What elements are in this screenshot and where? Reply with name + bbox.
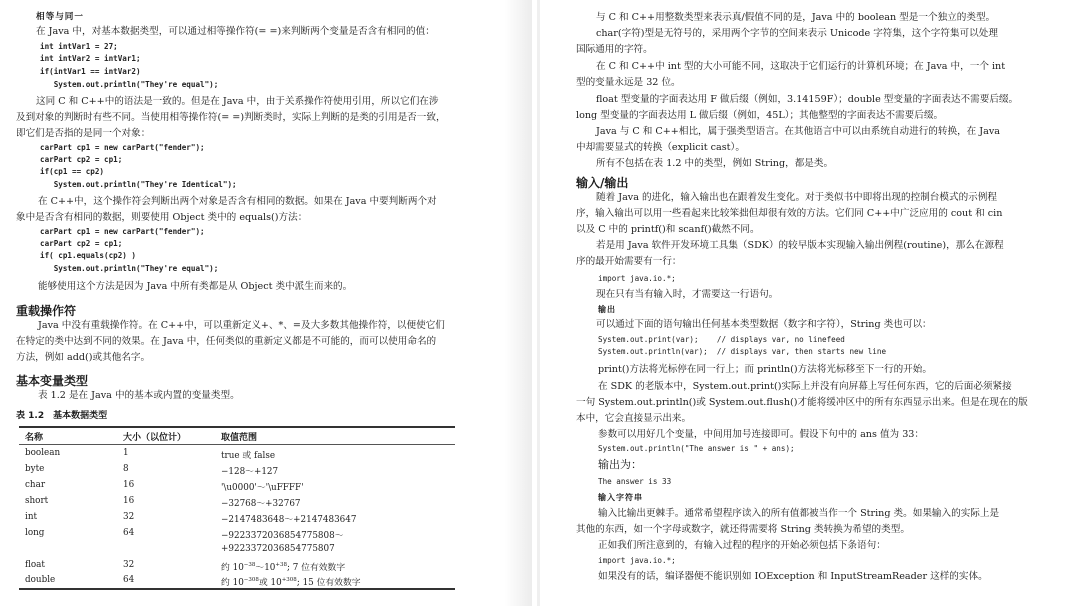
cell-range: −32768～+32767 (221, 499, 301, 509)
cell-range: 约 $10^{-308}$或 $10^{+308}$; 15 位有效数字 (221, 577, 361, 588)
subheading-output: 输出 (598, 305, 616, 314)
paragraph: Java 与 C 和 C++相比，属于强类型语言。在其他语言中可以由系统自动进行的转换，在 Java (596, 126, 1001, 137)
cell-name: long (25, 528, 45, 538)
cell-size: 64 (123, 528, 135, 538)
code-line: int intVar1 = 27; (40, 42, 118, 51)
paragraph: 一句 System.out.println()或 System.out.flush()才能将缓冲区中的所有东西显示出来。但是在现在的版 (576, 397, 1028, 408)
paragraph: 这同 C 和 C++中的语法是一致的。但是在 Java 中，由于关系操作符使用引用，所以它们在涉 (36, 96, 439, 107)
paragraph: 及到对象的判断时有些不同。当使用相等操作符(= =)判断类时，实际上判断的是类的引用是否一致， (16, 112, 446, 123)
code-line: System.out.println("They're equal"); (40, 264, 219, 273)
subheading-equality: 相等与同一 (36, 12, 84, 22)
paragraph: 序的最开始需要有一行： (576, 256, 682, 267)
code-line: System.out.println("The answer is " + ans); (598, 444, 795, 453)
cell-range: −9223372036854775808～ (221, 531, 344, 541)
paragraph: 型的变量永远是 32 位。 (576, 77, 681, 88)
cell-range: true 或 false (221, 451, 276, 461)
paragraph: float 型变量的字面表达用 F 做后缀（例如，3.14159F）；double 型变量的字面表达不需要后缀。 (596, 94, 1019, 105)
cell-range: −128～+127 (221, 467, 279, 477)
cell-name: int (25, 512, 38, 522)
cell-size: 16 (123, 480, 135, 490)
paragraph: 在 C 和 C++中 int 型的大小可能不同，这取决于它们运行的计算机环境；在 Java 中，一个 int (596, 61, 1006, 72)
paragraph: 如果没有的话，编译器便不能识别如 IOException 和 InputStreamReader 这样的实体。 (598, 571, 988, 582)
paragraph: 序，输入输出可以用一些看起来比较笨拙但却很有效的方法。它们同 C++中广泛应用的 cout 和 cin (576, 208, 1003, 219)
paragraph: 象中是否含有相同的数据，则要使用 Object 类中的 equals()方法： (16, 212, 308, 223)
cell-size: 1 (123, 448, 129, 458)
cell-name: double (25, 575, 56, 585)
code-line: carPart cp1 = new carPart("fender"); (40, 143, 205, 152)
heading-basic-types: 基本变量类型 (16, 374, 89, 388)
cell-range: −2147483648～+2147483647 (221, 515, 357, 525)
paragraph: 可以通过下面的语句输出任何基本类型数据（数字和字符），String 类也可以： (596, 319, 932, 330)
paragraph: Java 中没有重载操作符。在 C++中，可以重新定义+、*、=及大多数其他操作符，以便使它们 (38, 320, 445, 331)
cell-range: 约 $10^{-38}\sim 10^{+38}$; 7 位有效数字 (221, 562, 346, 573)
cell-range: +9223372036854775807 (221, 544, 335, 554)
paragraph: 在特定的类中达到不同的效果。在 Java 中，任何类似的重新定义都是不可能的，而可以使用命名的 (16, 336, 437, 347)
code-line: int intVar2 = intVar1; (40, 54, 141, 63)
code-line: System.out.print(var); // displays var, no linefeed (598, 335, 845, 344)
paragraph: 方法，例如 add()或其他名字。 (16, 352, 151, 363)
cell-size: 16 (123, 496, 135, 506)
paragraph: 本中，它会直接显示出来。 (576, 413, 692, 424)
paragraph: 表 1.2 是在 Java 中的基本或内置的变量类型。 (38, 390, 240, 401)
table-header: 取值范围 (221, 433, 258, 443)
code-line: if(cp1 == cp2) (40, 167, 105, 176)
cell-name: short (25, 496, 49, 506)
table-rule (19, 426, 455, 428)
page-gutter-shadow (505, 0, 532, 606)
code-line: System.out.println(var); // displays var, then starts new line (598, 347, 887, 356)
paragraph: 在 C++中，这个操作符会判断出两个对象是否含有相同的数据。如果在 Java 中要判断两个对 (38, 196, 437, 207)
paragraph: 国际通用的字符。 (576, 44, 653, 55)
paragraph: 在 Java 中，对基本数据类型，可以通过相等操作符(= =)来判断两个变量是否含有相同的值： (36, 26, 435, 37)
paragraph: 正如我们所注意到的，有输入过程的程序的开始必须包括下条语句： (598, 540, 886, 551)
paragraph: 即它们是否指的是同一个对象： (16, 128, 151, 139)
paragraph: 能够使用这个方法是因为 Java 中所有类都是从 Object 类中派生而来的。 (38, 281, 353, 292)
code-line: import java.io.*; (598, 556, 676, 565)
table-rule (19, 444, 455, 445)
code-line: System.out.println("They're equal"); (40, 80, 219, 89)
code-line: carPart cp1 = new carPart("fender"); (40, 227, 205, 236)
table-rule (19, 588, 455, 590)
code-line: import java.io.*; (598, 274, 676, 283)
paragraph: char(字符)型是无符号的，采用两个字节的空间来表示 Unicode 字符集，这个字符集可以处理 (596, 28, 998, 39)
table-header: 大小（以位计） (123, 433, 187, 443)
code-line: The answer is 33 (598, 477, 672, 486)
cell-name: float (25, 560, 45, 570)
cell-range: '\u0000'～'\uFFFF' (221, 483, 304, 493)
paragraph: 其他的东西，如一个字母或数字，就还得需要将 String 类转换为希望的类型。 (576, 524, 910, 535)
code-line: carPart cp2 = cp1; (40, 155, 123, 164)
cell-size: 64 (123, 575, 135, 585)
heading-io: 输入/输出 (576, 176, 629, 190)
cell-name: boolean (25, 448, 61, 458)
paragraph: 参数可以用好几个变量，中间用加号连接即可。假设下句中的 ans 值为 33： (598, 429, 924, 440)
paragraph: 若是用 Java 软件开发环境工具集（SDK）的较早版本实现输入输出例程(routine)，那么在源程 (596, 240, 1004, 251)
cell-name: byte (25, 464, 45, 474)
paragraph: 中却需要显式的转换（explicit cast）。 (576, 142, 745, 153)
table-header: 名称 (25, 433, 44, 443)
paragraph: long 型变量的字面表达用 L 做后缀（例如，45L）；其他整型的字面表达不需要后缀。 (576, 110, 944, 121)
paragraph: 现在只有当有输入时，才需要这一行语句。 (596, 289, 779, 300)
paragraph: 随着 Java 的进化，输入输出也在跟着发生变化。对于类似书中即将出现的控制台模式的示例程 (596, 192, 997, 203)
code-line: if( cp1.equals(cp2) ) (40, 251, 137, 260)
paragraph: 与 C 和 C++用整数类型来表示真/假值不同的是，Java 中的 boolean 型是一个独立的类型。 (596, 12, 996, 23)
subheading-input-string: 输入字符串 (598, 493, 643, 502)
paragraph: 以及 C 中的 printf()和 scanf()截然不同。 (576, 224, 760, 235)
paragraph: 输出为： (598, 458, 642, 471)
paragraph: 在 SDK 的老版本中，System.out.print()实际上并没有向屏幕上写任何东西，它的后面必须紧接 (598, 381, 1012, 392)
code-line: System.out.println("They're Identical"); (40, 180, 237, 189)
code-line: if(intVar1 == intVar2) (40, 67, 141, 76)
cell-size: 32 (123, 560, 135, 570)
heading-overload: 重载操作符 (16, 304, 77, 318)
code-line: carPart cp2 = cp1; (40, 239, 123, 248)
cell-name: char (25, 480, 46, 490)
cell-size: 8 (123, 464, 129, 474)
table-caption: 表 1.2 基本数据类型 (16, 411, 108, 421)
cell-size: 32 (123, 512, 135, 522)
paragraph: print()方法将光标停在同一行上；而 println()方法将光标移至下一行的开始。 (598, 364, 932, 375)
paragraph: 所有不包括在表 1.2 中的类型，例如 String，都是类。 (596, 158, 834, 169)
left-page (0, 0, 520, 606)
right-page (540, 0, 1091, 606)
paragraph: 输入比输出更棘手。通常希望程序读入的所有值都被当作一个 String 类。如果输入的实际上是 (598, 508, 1000, 519)
